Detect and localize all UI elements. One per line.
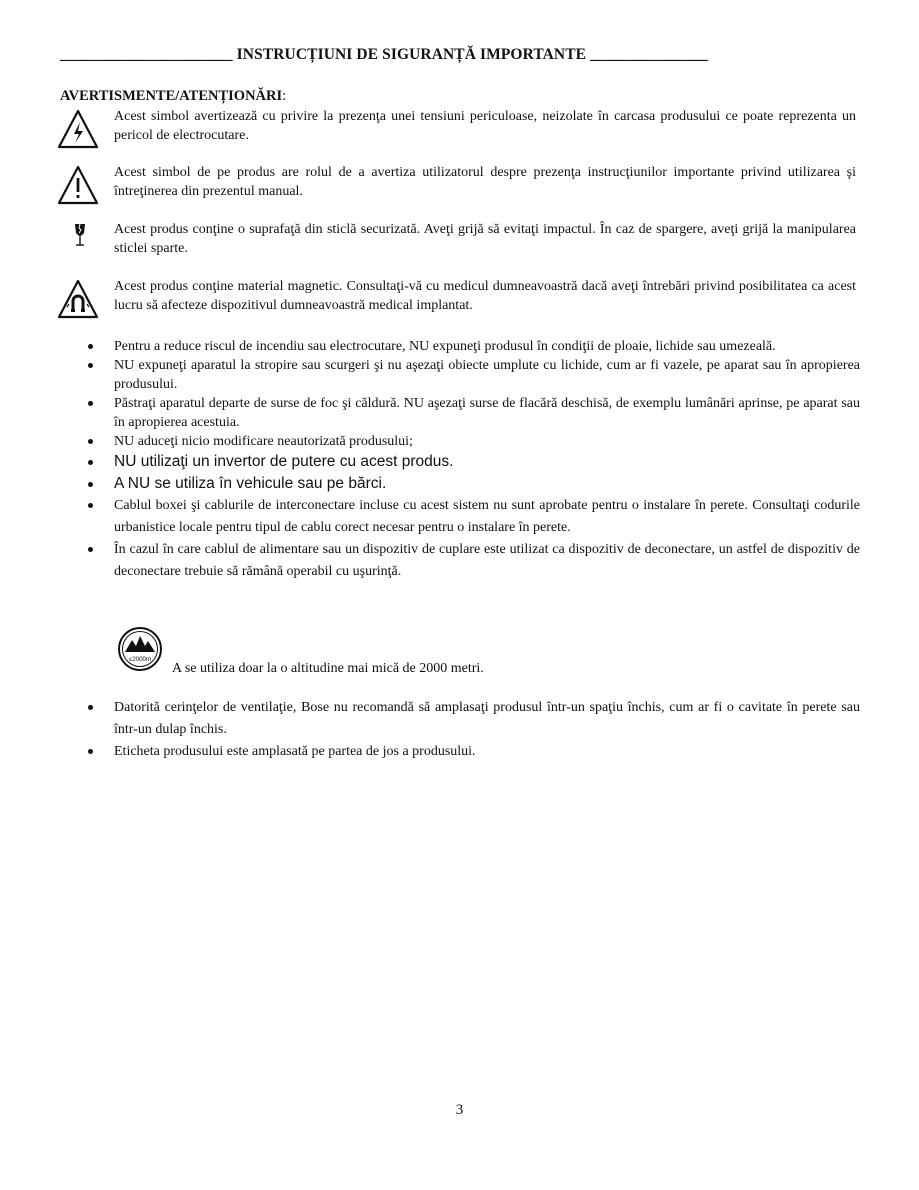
- warning-text: Acest simbol avertizează cu privire la prezenţa unei tensiuni periculoase, neizolate în carcasa produsului ce poate reprezenta un pericol de electrocutare.: [114, 109, 856, 143]
- altitude-notice: [116, 625, 716, 675]
- list-item: NU utilizaţi un invertor de putere cu acest produs.: [60, 451, 860, 473]
- list-item: Eticheta produsului este amplasată pe partea de jos a produsului.: [60, 741, 860, 763]
- page-number: 3: [455, 1102, 464, 1118]
- section-heading: [60, 88, 286, 105]
- section-heading-colon: :: [282, 88, 287, 104]
- warning-text: Acest produs conţine o suprafaţă din sticlă securizată. Aveţi grijă să evitaţi impactul. În caz de spargere, aveţi grijă la manipularea sticlei sparte.: [114, 222, 856, 256]
- altitude-text: A se utiliza doar la o altitudine mai mică de 2000 metri.: [172, 661, 484, 676]
- list-item: Datorită cerinţelor de ventilaţie, Bose nu recomandă să amplasaţi produsul într-un spaţiu închis, cum ar fi o cavitate în perete sau într-un dulap închis.: [60, 697, 860, 741]
- lightning-triangle-icon: [56, 107, 100, 151]
- list-item: NU aduceţi nicio modificare neautorizată produsului;: [60, 432, 860, 451]
- list-item: În cazul în care cablul de alimentare sau un dispozitiv de cuplare este utilizat ca dispozitiv de deconectare, un astfel de dispozitiv de deconectare trebuie să rămână operabil cu uşurinţă.: [60, 539, 860, 583]
- list-item: Cablul boxei şi cablurile de interconectare incluse cu acest sistem nu sunt aprobate pentru o instalare în perete. Consultaţi codurile urbanistice locale pentru tipul de cablu corect necesar pentru o instalare în perete.: [60, 495, 860, 539]
- page-title: ______________________ INSTRUCȚIUNI DE SIGURANȚĂ IMPORTANTE _______________: [60, 46, 708, 63]
- warning-text: Acest simbol de pe produs are rolul de a avertiza utilizatorul despre prezenţa instrucţiunilor importante privind utilizarea şi întreţinerea din prezentul manual.: [114, 165, 856, 199]
- list-item: Păstraţi aparatul departe de surse de foc şi căldură. NU aşezaţi surse de flacără deschisă, de exemplu lumânări aprinse, pe aparat sau în apropierea acestuia.: [60, 394, 860, 432]
- broken-glass-icon: [56, 220, 100, 264]
- warning-text: Acest produs conţine material magnetic. Consultaţi-vă cu medicul dumneavoastră dacă aveţi întrebări privind posibilitatea ca acest lucru să afecteze dispozitivul dumneavoastră medical implantat.: [114, 279, 856, 313]
- altitude-mountain-icon: [116, 625, 164, 673]
- safety-bullet-list: [60, 337, 860, 583]
- magnet-triangle-icon: [56, 277, 100, 321]
- list-item: NU expuneţi aparatul la stropire sau scurgeri şi nu aşezaţi obiecte umplute cu lichide, cum ar fi vazele, pe aparat sau în apropierea produsului.: [60, 356, 860, 394]
- altitude-icon-label: ≤2000m: [128, 656, 152, 663]
- ventilation-bullet-list: [60, 697, 860, 763]
- exclamation-triangle-icon: [56, 163, 100, 207]
- list-item: Pentru a reduce riscul de incendiu sau electrocutare, NU expuneţi produsul în condiţii de ploaie, lichide sau umezeală.: [60, 337, 860, 356]
- section-heading-text: AVERTISMENTE/ATENȚIONĂRI: [60, 88, 283, 104]
- list-item: A NU se utiliza în vehicule sau pe bărci.: [60, 473, 860, 495]
